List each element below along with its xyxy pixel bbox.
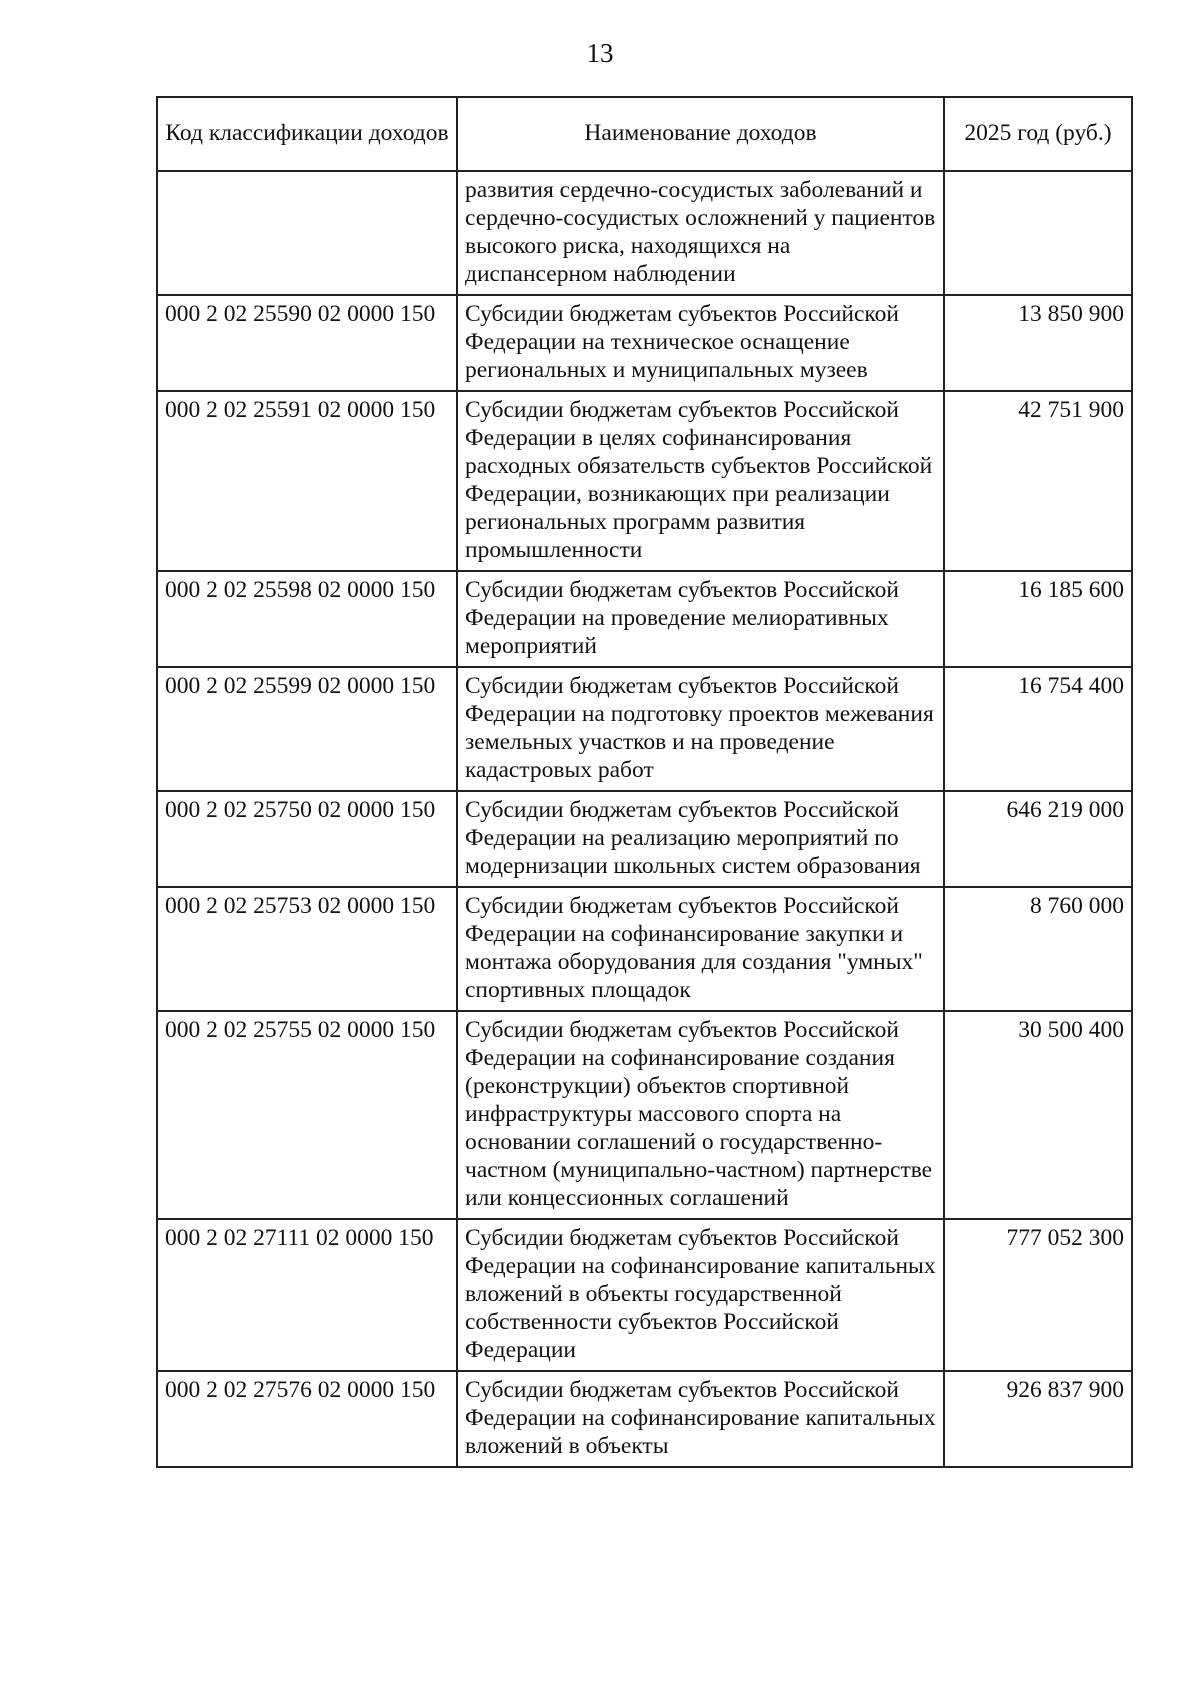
row-name: развития сердечно-сосудистых заболеваний и сердечно-сосудистых осложнений у пациентов высокого риска, находящихся на диспансерном наблюдении xyxy=(457,171,944,295)
row-code: 000 2 02 25591 02 0000 150 xyxy=(157,391,457,571)
row-code: 000 2 02 25753 02 0000 150 xyxy=(157,887,457,1011)
row-amount: 13 850 900 xyxy=(944,295,1132,391)
row-name: Субсидии бюджетам субъектов Российской Федерации на софинансирование закупки и монтажа оборудования для создания "умных" спортивных площадок xyxy=(457,887,944,1011)
row-amount: 30 500 400 xyxy=(944,1011,1132,1219)
row-name: Субсидии бюджетам субъектов Российской Федерации на техническое оснащение региональных и муниципальных музеев xyxy=(457,295,944,391)
row-code: 000 2 02 25598 02 0000 150 xyxy=(157,571,457,667)
row-code: 000 2 02 27111 02 0000 150 xyxy=(157,1219,457,1371)
row-code xyxy=(157,171,457,295)
row-code: 000 2 02 27576 02 0000 150 xyxy=(157,1371,457,1467)
row-amount: 646 219 000 xyxy=(944,791,1132,887)
table-row xyxy=(157,571,1132,667)
table-header-row xyxy=(157,97,1132,171)
row-name: Субсидии бюджетам субъектов Российской Федерации на софинансирование капитальных вложений в объекты государственной собственности субъектов Российской Федерации xyxy=(457,1219,944,1371)
table-row xyxy=(157,1011,1132,1219)
row-amount: 8 760 000 xyxy=(944,887,1132,1011)
row-code: 000 2 02 25755 02 0000 150 xyxy=(157,1011,457,1219)
table-row xyxy=(157,391,1132,571)
header-code: Код классификации доходов xyxy=(157,97,457,171)
row-name: Субсидии бюджетам субъектов Российской Федерации на подготовку проектов межевания земельных участков и на проведение кадастровых работ xyxy=(457,667,944,791)
table-row xyxy=(157,667,1132,791)
header-name: Наименование доходов xyxy=(457,97,944,171)
row-name: Субсидии бюджетам субъектов Российской Федерации на софинансирование создания (реконструкции) объектов спортивной инфраструктуры массового спорта на основании соглашений о государственно-частном (муниципально-частном) партнерстве или концессионных соглашений xyxy=(457,1011,944,1219)
header-amount: 2025 год (руб.) xyxy=(944,97,1132,171)
row-code: 000 2 02 25590 02 0000 150 xyxy=(157,295,457,391)
row-code: 000 2 02 25750 02 0000 150 xyxy=(157,791,457,887)
row-name: Субсидии бюджетам субъектов Российской Федерации на реализацию мероприятий по модернизации школьных систем образования xyxy=(457,791,944,887)
row-amount: 16 185 600 xyxy=(944,571,1132,667)
table-row xyxy=(157,171,1132,295)
row-amount: 777 052 300 xyxy=(944,1219,1132,1371)
row-code: 000 2 02 25599 02 0000 150 xyxy=(157,667,457,791)
table-row xyxy=(157,295,1132,391)
row-amount: 926 837 900 xyxy=(944,1371,1132,1467)
table-row xyxy=(157,887,1132,1011)
row-amount: 16 754 400 xyxy=(944,667,1132,791)
income-table xyxy=(156,96,1133,1468)
row-name: Субсидии бюджетам субъектов Российской Федерации на софинансирование капитальных вложений в объекты xyxy=(457,1371,944,1467)
row-name: Субсидии бюджетам субъектов Российской Федерации в целях софинансирования расходных обязательств субъектов Российской Федерации, возникающих при реализации региональных программ развития промышленности xyxy=(457,391,944,571)
row-amount: 42 751 900 xyxy=(944,391,1132,571)
table-row xyxy=(157,791,1132,887)
page-number: 13 xyxy=(586,38,614,68)
row-amount xyxy=(944,171,1132,295)
table-row xyxy=(157,1371,1132,1467)
table-row xyxy=(157,1219,1132,1371)
row-name: Субсидии бюджетам субъектов Российской Федерации на проведение мелиоративных мероприятий xyxy=(457,571,944,667)
